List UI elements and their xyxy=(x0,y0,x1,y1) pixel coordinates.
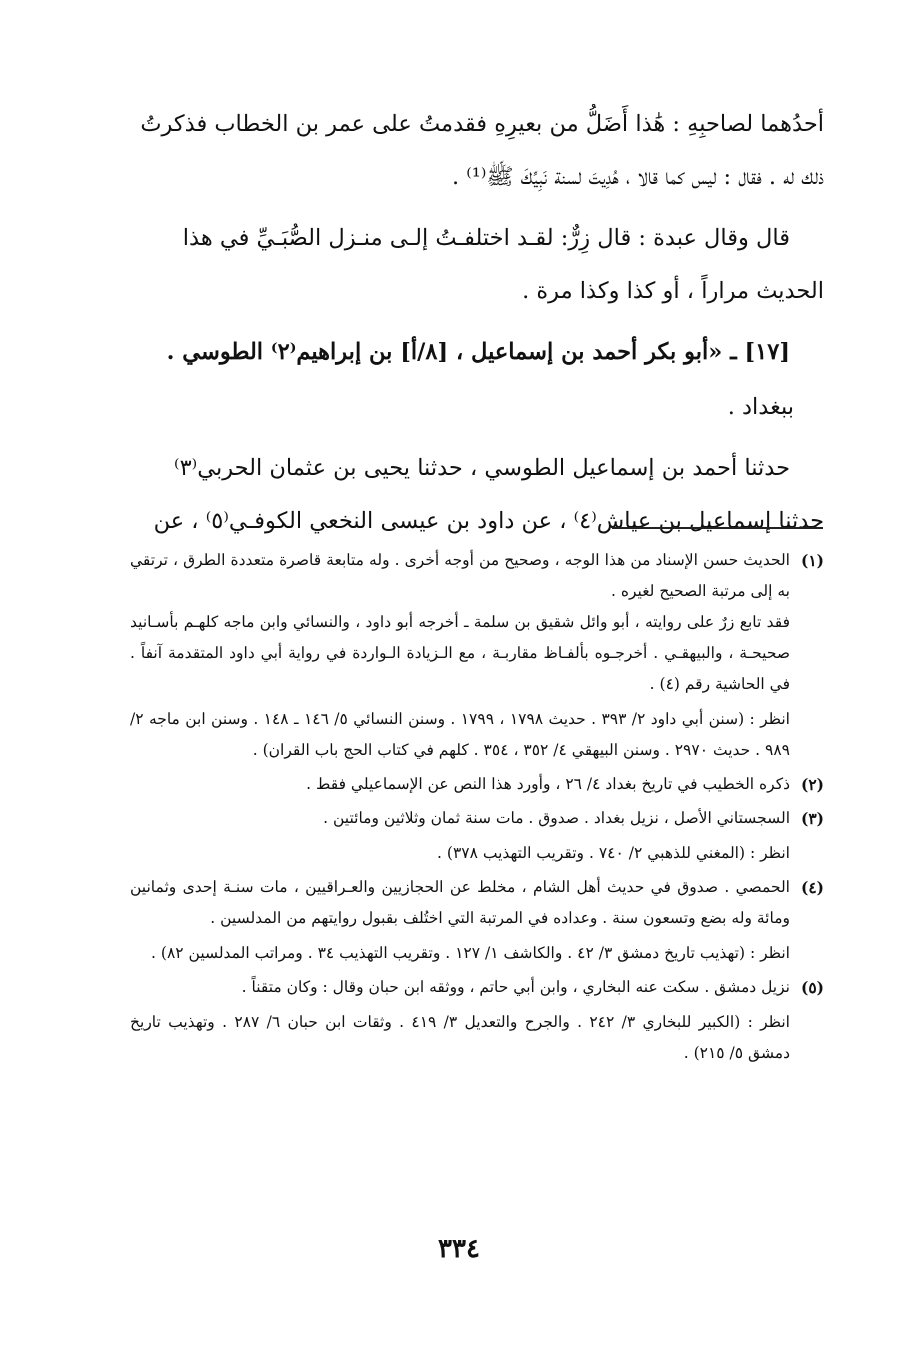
paragraph-2-line-1: قال وقال عبدة : قال زِرٌّ: لقـد اختلفـتُ إلـى منـزل الصُّبَـيِّ في هذا xyxy=(182,225,790,251)
footnote-number: (٤) xyxy=(800,878,824,897)
main-text xyxy=(124,98,824,548)
footnote-reference: انظر : (تهذيب تاريخ دمشق ٣/ ٤٢ . والكاشف ١/ ١٢٧ . وتقريب التهذيب ٣٤ . ومراتب المدلسين ٨٢) . xyxy=(151,944,790,962)
paragraph-1-line-2: ذلك له . فقال : ليس كما قالا ، هُدِيتَ لسنة نَبِيِّكَ ﷺ⁽¹⁾ . xyxy=(451,164,824,190)
entry-heading: [١٧] ـ «أبو بكر أحمد بن إسماعيل ، [٨/أ] بن إبراهيم⁽٢⁾ الطوسي . xyxy=(166,339,790,365)
footnote-divider xyxy=(612,527,823,529)
footnote-text: الحديث حسن الإسناد من هذا الوجه ، وصحيح من أوجه أخرى . وله متابعة قاصرة متعددة الطرق ، ترتقي به إلى مرتبة الصحيح لغيره . xyxy=(130,551,790,600)
footnote-text: السجستاني الأصل ، نزيل بغداد . صدوق . مات سنة ثمان وثلاثين ومائتين . xyxy=(323,809,790,827)
paragraph-3-line-2: حدثنا إسماعيل بن عياش⁽٤⁾ ، عن داود بن عيسى النخعي الكوفـي⁽٥⁾ ، عن xyxy=(153,508,824,534)
footnote-text: نزيل دمشق . سكت عنه البخاري ، وابن أبي حاتم ، ووثقه ابن حبان وقال : وكان متقناً . xyxy=(241,978,790,996)
paragraph-2-line-2: الحديث مراراً ، أو كذا وكذا مرة . xyxy=(522,278,824,304)
paragraph-1-line-1: أحدُهما لصاحبِهِ : هَٰذا أَضَلُّ من بعيرِهِ فقدمتُ على عمر بن الخطاب فذكرتُ xyxy=(140,111,824,137)
footnotes xyxy=(130,545,824,1069)
footnote-1 xyxy=(130,545,824,766)
footnote-4 xyxy=(130,872,824,969)
footnote-reference: انظر : (سنن أبي داود ٢/ ٣٩٣ . حديث ١٧٩٨ ، ١٧٩٩ . وسنن النسائي ٥/ ١٤٦ ـ ١٤٨ . وسنن ابن ماجه ٢/ ٩٨٩ . حديث ٢٩٧٠ . وسنن البيهقي ٤/ ٣٥٢ ، ٣٥٤ . كلهم في كتاب الحج باب القران) . xyxy=(130,710,790,759)
footnote-number: (٢) xyxy=(800,775,824,794)
footnote-reference: انظر : (المغني للذهبي ٢/ ٧٤٠ . وتقريب التهذيب ٣٧٨) . xyxy=(437,844,790,862)
footnote-number: (٣) xyxy=(800,809,824,828)
footnote-reference: انظر : (الكبير للبخاري ٣/ ٢٤٢ . والجرح والتعديل ٣/ ٤١٩ . وثقات ابن حبان ٦/ ٢٨٧ . وتهذيب تاريخ دمشق ٥/ ٢١٥) . xyxy=(130,1013,790,1062)
footnote-text: الحمصي . صدوق في حديث أهل الشام ، مخلط عن الحجازيين والعـراقيين ، مات سنـة إحدى وثمانين ومائة وله بضع وتسعون سنة . وعداده في المرتبة التي اختُلف بقبول روايتهم من المدلسين . xyxy=(130,878,790,927)
footnote-3 xyxy=(130,803,824,869)
page-number: ٣٣٤ xyxy=(438,1234,480,1264)
footnote-paragraph: فقد تابع زرٌ على روايته ، أبو وائل شقيق بن سلمة ـ أخرجه أبو داود ، والنسائي وابن ماجه كلهـم بأسـانيد صحيحـة ، والبيهقـي . أخرجـوه بألفـاظ مقاربـة ، مع الـزيادة الـواردة في رواية أبي داود المتقدمة آنفاً . في الحاشية رقم (٤) . xyxy=(130,613,790,693)
footnote-text: ذكره الخطيب في تاريخ بغداد ٤/ ٢٦ ، وأورد هذا النص عن الإسماعيلي فقط . xyxy=(306,775,790,793)
paragraph-3-line-1: حدثنا أحمد بن إسماعيل الطوسي ، حدثنا يحيى بن عثمان الحربي⁽٣⁾ xyxy=(174,455,790,481)
footnote-2 xyxy=(130,769,824,800)
footnote-number: (٥) xyxy=(800,978,824,997)
footnote-number: (١) xyxy=(800,551,824,570)
footnote-5 xyxy=(130,972,824,1069)
entry-place: ببغداد . xyxy=(727,394,794,420)
